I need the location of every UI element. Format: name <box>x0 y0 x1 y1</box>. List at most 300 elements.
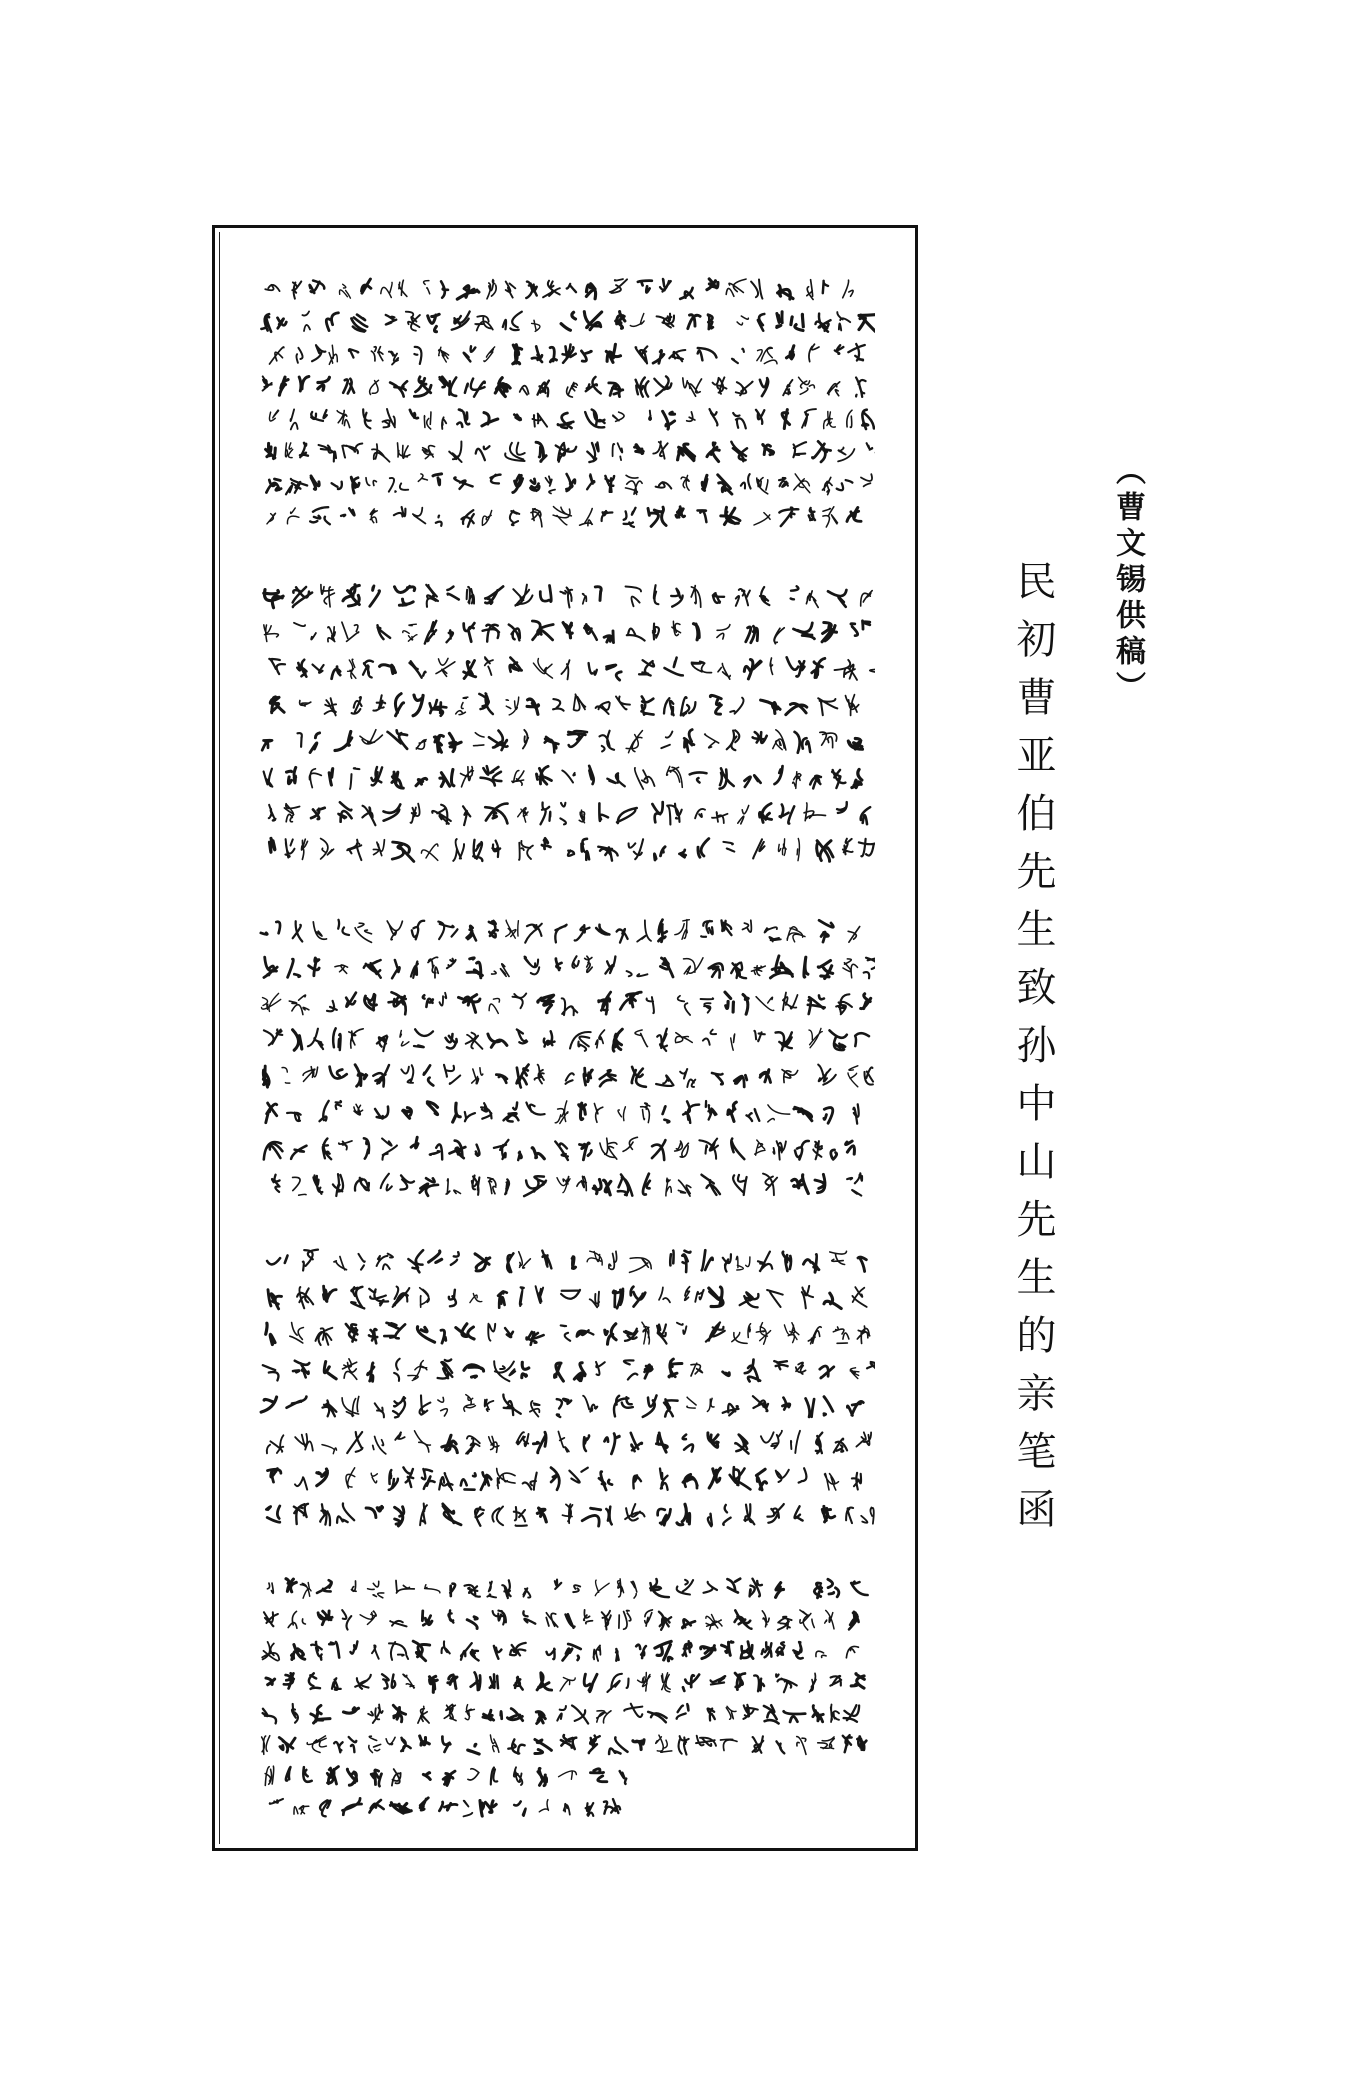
handwriting-glyph <box>266 479 281 493</box>
handwriting-glyph <box>545 737 559 753</box>
handwriting-glyph <box>870 666 875 672</box>
handwriting-glyph <box>309 958 319 976</box>
handwriting-glyph <box>559 1771 577 1779</box>
handwriting-glyph <box>682 1251 690 1272</box>
handwriting-glyph <box>847 508 861 522</box>
handwriting-glyph <box>263 1365 279 1380</box>
handwriting-glyph <box>606 344 620 362</box>
handwriting-glyph <box>449 733 461 751</box>
handwriting-glyph <box>786 703 807 714</box>
handwriting-glyph <box>660 279 671 292</box>
handwriting-glyph <box>393 1397 405 1417</box>
handwriting-glyph <box>287 508 298 524</box>
handwriting-glyph <box>424 412 431 429</box>
handwriting-glyph <box>335 965 348 973</box>
handwriting-glyph <box>851 1674 864 1688</box>
handwriting-glyph <box>293 587 312 607</box>
handwriting-glyph <box>318 377 330 390</box>
handwriting-glyph <box>756 410 764 424</box>
handwriting-glyph <box>849 1612 859 1630</box>
handwriting-glyph <box>442 1435 457 1452</box>
handwriting-glyph <box>466 1436 480 1454</box>
handwriting-glyph <box>626 731 642 753</box>
handwriting-glyph <box>755 1140 765 1155</box>
handwriting-glyph <box>609 1251 617 1269</box>
handwriting-glyph <box>491 475 501 484</box>
handwriting-glyph <box>449 1290 456 1307</box>
handwriting-glyph <box>631 1433 642 1451</box>
handwriting-glyph <box>616 312 625 329</box>
handwriting-glyph <box>683 378 702 396</box>
handwriting-glyph <box>680 1069 695 1087</box>
handwriting-glyph <box>708 1433 718 1448</box>
handwriting-glyph <box>761 1431 782 1449</box>
handwriting-glyph <box>774 1361 787 1369</box>
handwriting-glyph <box>557 1399 571 1417</box>
handwriting-glyph <box>497 1469 515 1489</box>
handwriting-glyph <box>513 475 523 492</box>
handwriting-glyph <box>456 1324 474 1339</box>
handwriting-glyph <box>465 1585 480 1597</box>
handwriting-glyph <box>313 922 326 939</box>
handwriting-glyph <box>844 1705 860 1722</box>
handwriting-glyph <box>264 1029 282 1045</box>
handwriting-glyph <box>355 1675 371 1689</box>
handwriting-glyph <box>323 1286 336 1301</box>
handwriting-glyph <box>584 1610 593 1624</box>
handwriting-glyph <box>663 1106 670 1122</box>
handwriting-glyph <box>518 1152 521 1160</box>
handwriting-glyph <box>707 279 718 290</box>
handwriting-glyph <box>731 442 747 461</box>
handwriting-glyph <box>286 479 307 494</box>
handwriting-glyph <box>474 733 484 746</box>
handwriting-glyph <box>395 1507 404 1526</box>
handwriting-glyph <box>759 804 771 823</box>
handwriting-glyph <box>577 1176 586 1190</box>
handwriting-glyph <box>489 1436 499 1452</box>
handwriting-glyph <box>648 507 666 526</box>
handwriting-glyph <box>262 1736 270 1755</box>
handwriting-glyph <box>300 1583 311 1599</box>
handwriting-glyph <box>683 1435 693 1452</box>
handwriting-glyph <box>375 1403 384 1417</box>
handwriting-5 <box>255 1573 875 1823</box>
handwriting-glyph <box>787 346 794 359</box>
handwriting-glyph <box>352 697 362 714</box>
handwriting-glyph <box>650 1579 669 1597</box>
handwriting-glyph <box>347 1769 356 1785</box>
handwriting-glyph <box>569 1468 587 1483</box>
handwriting-glyph <box>403 624 417 641</box>
handwriting-glyph <box>519 1252 531 1268</box>
handwriting-glyph <box>586 377 601 394</box>
handwriting-glyph <box>706 1615 722 1630</box>
handwriting-glyph <box>658 1509 671 1525</box>
handwriting-glyph <box>733 1175 746 1195</box>
handwriting-glyph <box>584 1674 597 1692</box>
handwriting-glyph <box>292 1704 298 1723</box>
handwriting-glyph <box>572 956 578 968</box>
handwriting-glyph <box>777 1741 785 1753</box>
letter-frame <box>212 225 918 1851</box>
handwriting-glyph <box>270 697 284 713</box>
handwriting-glyph <box>734 1075 747 1087</box>
handwriting-glyph <box>291 1146 306 1159</box>
handwriting-glyph <box>696 1736 716 1746</box>
handwriting-glyph <box>408 1361 427 1381</box>
handwriting-glyph <box>326 313 338 331</box>
handwriting-glyph <box>292 281 301 298</box>
handwriting-glyph <box>537 1508 546 1522</box>
handwriting-glyph <box>774 628 784 644</box>
handwriting-glyph <box>579 810 584 823</box>
handwriting-glyph <box>424 1065 434 1085</box>
handwriting-glyph <box>654 585 659 604</box>
handwriting-glyph <box>560 587 572 607</box>
handwriting-glyph <box>610 279 627 293</box>
handwriting-glyph <box>858 1257 866 1271</box>
handwriting-glyph <box>791 1431 800 1453</box>
handwriting-glyph <box>760 587 769 605</box>
handwriting-glyph <box>647 997 654 1013</box>
handwriting-glyph <box>467 1617 477 1629</box>
handwriting-glyph <box>566 474 575 491</box>
handwriting-glyph <box>572 1257 575 1269</box>
handwriting-glyph <box>656 1433 667 1452</box>
handwriting-glyph <box>297 1287 313 1308</box>
handwriting-glyph <box>392 1769 401 1786</box>
handwriting-glyph <box>439 347 449 362</box>
handwriting-glyph <box>461 1643 479 1660</box>
handwriting-glyph <box>590 1292 599 1308</box>
handwriting-glyph <box>853 1104 858 1123</box>
handwriting-glyph <box>436 516 442 526</box>
handwriting-glyph <box>363 409 371 428</box>
handwriting-glyph <box>653 350 664 363</box>
handwriting-glyph <box>683 1101 699 1122</box>
handwriting-glyph <box>570 1032 591 1051</box>
handwriting-glyph <box>310 507 330 524</box>
handwriting-glyph <box>264 625 279 642</box>
handwriting-glyph <box>423 1773 430 1780</box>
handwriting-glyph <box>645 1610 653 1626</box>
handwriting-glyph <box>520 386 529 395</box>
handwriting-glyph <box>313 665 324 673</box>
handwriting-glyph <box>843 959 858 978</box>
handwriting-glyph <box>708 1514 712 1526</box>
handwriting-glyph <box>550 347 556 362</box>
handwriting-glyph <box>809 1028 822 1047</box>
handwriting-glyph <box>743 1705 757 1719</box>
handwriting-glyph <box>776 1032 792 1050</box>
handwriting-glyph <box>342 1610 351 1630</box>
handwriting-glyph <box>794 1107 812 1121</box>
handwriting-glyph <box>312 345 325 361</box>
handwriting-glyph <box>762 1642 772 1657</box>
handwriting-glyph <box>355 1178 369 1191</box>
handwriting-glyph <box>653 624 659 640</box>
handwriting-glyph <box>824 1397 833 1416</box>
handwriting-glyph <box>659 1287 670 1302</box>
handwriting-glyph <box>794 474 810 493</box>
handwriting-glyph <box>432 805 451 824</box>
handwriting-glyph <box>718 664 730 680</box>
handwriting-glyph <box>541 803 551 825</box>
handwriting-glyph <box>438 1360 453 1379</box>
handwriting-glyph <box>616 697 630 710</box>
handwriting-glyph <box>439 1473 452 1490</box>
handwriting-glyph <box>727 730 740 750</box>
handwriting-glyph <box>268 1290 282 1309</box>
handwriting-glyph <box>422 1611 432 1625</box>
handwriting-glyph <box>787 927 805 942</box>
handwriting-glyph <box>574 694 586 710</box>
handwriting-glyph <box>332 1678 341 1690</box>
handwriting-glyph <box>422 446 434 459</box>
handwriting-glyph <box>400 1031 409 1046</box>
handwriting-glyph <box>309 769 321 788</box>
handwriting-glyph <box>676 507 685 518</box>
handwriting-glyph <box>482 413 498 426</box>
handwriting-glyph <box>653 442 667 459</box>
handwriting-glyph <box>800 1610 814 1630</box>
handwriting-glyph <box>294 1806 309 1814</box>
handwriting-glyph <box>324 1362 336 1379</box>
handwriting-glyph <box>585 956 593 972</box>
handwriting-glyph <box>857 1737 866 1750</box>
handwriting-glyph <box>784 1711 806 1722</box>
manuscript-panel-3 <box>255 913 875 1203</box>
handwriting-glyph <box>338 920 349 935</box>
handwriting-glyph <box>293 1177 306 1195</box>
handwriting-glyph <box>652 1140 665 1160</box>
handwriting-glyph <box>441 1330 446 1343</box>
handwriting-glyph <box>290 1323 304 1344</box>
handwriting-glyph <box>525 957 540 975</box>
handwriting-glyph <box>600 731 615 752</box>
handwriting-glyph <box>514 1802 525 1816</box>
handwriting-glyph <box>364 1138 369 1158</box>
handwriting-glyph <box>430 1676 438 1692</box>
handwriting-glyph <box>736 589 750 606</box>
handwriting-glyph <box>802 409 816 428</box>
handwriting-glyph <box>427 1102 437 1115</box>
handwriting-glyph <box>330 1067 347 1079</box>
handwriting-glyph <box>737 316 748 325</box>
handwriting-glyph <box>403 1108 412 1119</box>
handwriting-glyph <box>309 1673 320 1689</box>
handwriting-glyph <box>462 510 474 527</box>
handwriting-glyph <box>485 657 493 675</box>
handwriting-glyph <box>573 1585 580 1592</box>
handwriting-glyph <box>403 1467 413 1487</box>
document-title: 民初曹亚伯先生致孙中山先生的亲笔函 <box>1010 560 1056 1546</box>
handwriting-glyph <box>401 1065 413 1083</box>
handwriting-glyph <box>736 382 753 396</box>
handwriting-glyph <box>725 992 734 1012</box>
handwriting-glyph <box>690 772 707 782</box>
handwriting-glyph <box>285 839 294 858</box>
handwriting-glyph <box>618 1579 624 1597</box>
handwriting-glyph <box>509 625 520 641</box>
handwriting-glyph <box>804 957 808 977</box>
handwriting-glyph <box>399 280 407 296</box>
handwriting-glyph <box>593 1180 611 1195</box>
handwriting-glyph <box>467 587 474 604</box>
handwriting-glyph <box>684 958 704 974</box>
handwriting-glyph <box>639 660 654 675</box>
handwriting-glyph <box>830 1251 847 1264</box>
handwriting-glyph <box>804 803 825 821</box>
handwriting-glyph <box>538 995 554 1012</box>
handwriting-glyph <box>584 1068 593 1085</box>
handwriting-glyph <box>561 1325 570 1340</box>
handwriting-glyph <box>377 1036 387 1051</box>
handwriting-glyph <box>370 509 377 523</box>
handwriting-glyph <box>807 280 813 300</box>
handwriting-glyph <box>329 1642 339 1658</box>
handwriting-glyph <box>391 1803 412 1813</box>
handwriting-glyph <box>505 443 525 461</box>
handwriting-glyph <box>659 920 667 942</box>
handwriting-glyph <box>797 1737 806 1755</box>
handwriting-glyph <box>323 1401 337 1417</box>
handwriting-glyph <box>492 1507 503 1526</box>
handwriting-glyph <box>656 1735 672 1752</box>
handwriting-glyph <box>698 839 709 858</box>
handwriting-glyph <box>288 1611 305 1628</box>
handwriting-glyph <box>809 344 819 361</box>
handwriting-glyph <box>491 1768 498 1785</box>
handwriting-glyph <box>362 279 371 293</box>
handwriting-glyph <box>585 410 604 428</box>
handwriting-glyph <box>317 1580 332 1593</box>
handwriting-glyph <box>812 658 825 677</box>
handwriting-glyph <box>387 921 402 940</box>
handwriting-glyph <box>637 920 651 941</box>
handwriting-glyph <box>735 1435 748 1454</box>
handwriting-glyph <box>593 1646 600 1661</box>
handwriting-glyph <box>733 413 746 428</box>
handwriting-glyph <box>373 695 385 710</box>
handwriting-glyph <box>667 804 682 825</box>
handwriting-glyph <box>423 995 433 1007</box>
handwriting-glyph <box>822 477 832 494</box>
handwriting-glyph <box>721 507 740 524</box>
handwriting-glyph <box>728 1102 737 1121</box>
handwriting-glyph <box>730 1467 751 1489</box>
handwriting-glyph <box>443 1771 455 1785</box>
handwriting-glyph <box>791 586 799 599</box>
handwriting-glyph <box>824 1293 841 1308</box>
handwriting-glyph <box>831 1150 837 1159</box>
handwriting-glyph <box>574 1363 585 1381</box>
handwriting-glyph <box>672 621 681 635</box>
handwriting-glyph <box>264 957 277 977</box>
handwriting-glyph <box>779 508 798 527</box>
handwriting-glyph <box>292 1645 305 1660</box>
handwriting-glyph <box>351 315 367 332</box>
handwriting-glyph <box>481 1103 491 1119</box>
handwriting-glyph <box>461 1473 476 1489</box>
handwriting-glyph <box>293 1030 302 1050</box>
handwriting-glyph <box>513 994 527 1009</box>
handwriting-glyph <box>629 839 644 859</box>
handwriting-glyph <box>310 281 325 294</box>
handwriting-glyph <box>753 732 767 743</box>
handwriting-glyph <box>824 1108 833 1124</box>
handwriting-glyph <box>339 1141 352 1150</box>
handwriting-glyph <box>776 1674 797 1692</box>
handwriting-glyph <box>848 1066 858 1087</box>
handwriting-glyph <box>584 312 601 330</box>
handwriting-glyph <box>371 1473 377 1483</box>
handwriting-glyph <box>599 992 611 1014</box>
handwriting-glyph <box>599 803 608 821</box>
manuscript-panel-4 <box>255 1243 875 1533</box>
handwriting-glyph <box>587 474 594 489</box>
handwriting-glyph <box>506 697 519 715</box>
handwriting-glyph <box>333 1174 343 1196</box>
handwriting-glyph <box>636 378 649 397</box>
handwriting-glyph <box>555 1101 568 1124</box>
handwriting-glyph <box>370 1800 384 1813</box>
handwriting-glyph <box>465 1112 475 1121</box>
handwriting-glyph <box>675 920 690 940</box>
handwriting-glyph <box>563 1644 581 1660</box>
handwriting-glyph <box>856 378 865 397</box>
handwriting-glyph <box>268 1469 281 1483</box>
handwriting-glyph <box>594 1104 602 1123</box>
handwriting-1 <box>255 273 875 533</box>
handwriting-glyph <box>756 1323 770 1345</box>
handwriting-glyph <box>626 587 642 607</box>
handwriting-glyph <box>263 1066 269 1087</box>
handwriting-glyph <box>377 1254 393 1270</box>
handwriting-glyph <box>847 1173 862 1195</box>
handwriting-glyph <box>711 1676 726 1684</box>
handwriting-glyph <box>466 1033 483 1049</box>
handwriting-glyph <box>730 698 743 714</box>
handwriting-glyph <box>269 659 285 674</box>
handwriting-glyph <box>618 1107 625 1121</box>
handwriting-glyph <box>846 1646 858 1657</box>
handwriting-glyph <box>433 474 442 485</box>
handwriting-glyph <box>723 1254 731 1271</box>
handwriting-glyph <box>713 593 724 603</box>
handwriting-glyph <box>536 1712 545 1724</box>
handwriting-glyph <box>425 621 437 644</box>
handwriting-glyph <box>270 1799 283 1804</box>
handwriting-glyph <box>848 738 862 749</box>
handwriting-glyph <box>847 410 852 427</box>
handwriting-glyph <box>600 1070 616 1086</box>
handwriting-glyph <box>336 1101 341 1109</box>
handwriting-glyph <box>778 839 786 856</box>
handwriting-glyph <box>464 1365 484 1378</box>
handwriting-glyph <box>606 1507 611 1525</box>
handwriting-glyph <box>753 839 764 858</box>
handwriting-glyph <box>738 806 749 824</box>
handwriting-glyph <box>321 839 334 860</box>
handwriting-glyph <box>751 966 765 976</box>
handwriting-glyph <box>745 775 761 787</box>
handwriting-glyph <box>782 410 789 429</box>
handwriting-glyph <box>779 478 788 487</box>
handwriting-glyph <box>757 347 777 363</box>
handwriting-glyph <box>366 478 376 486</box>
